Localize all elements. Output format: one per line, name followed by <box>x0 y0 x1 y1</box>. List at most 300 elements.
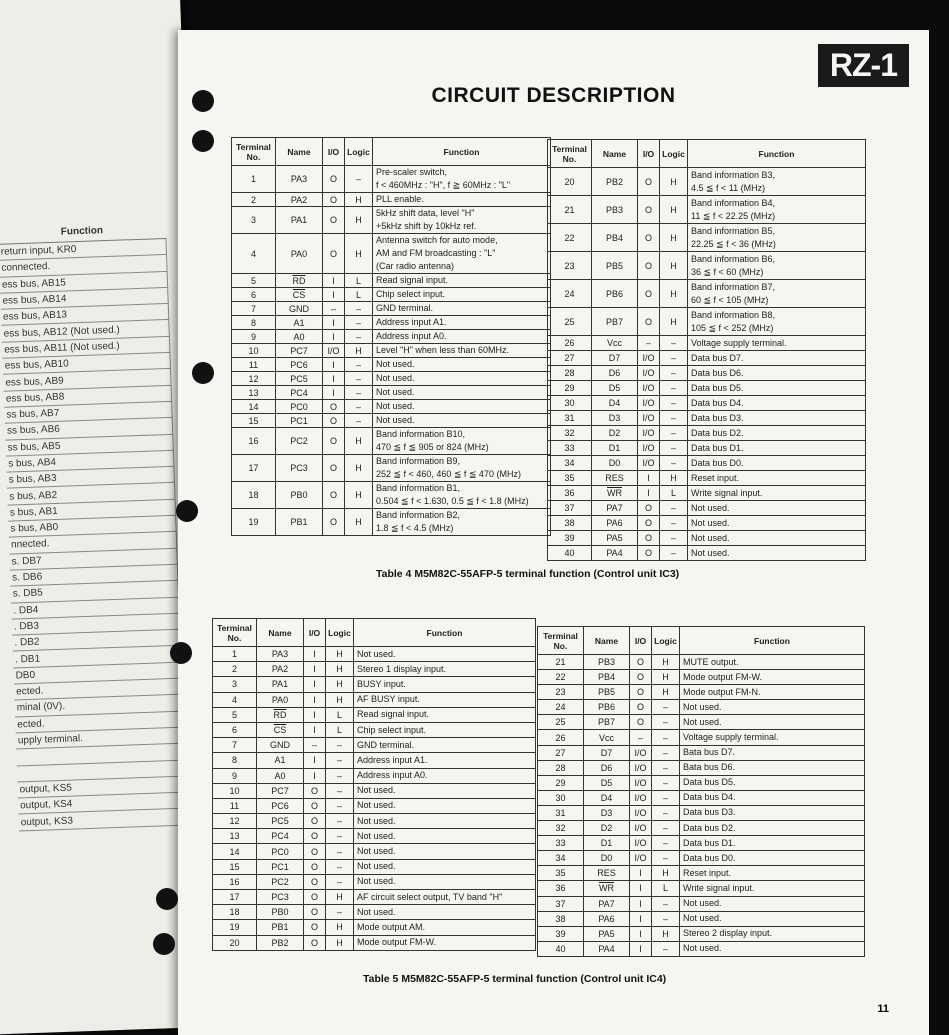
terminal-row <box>548 411 866 426</box>
logic-cell: H <box>660 308 688 336</box>
terminal-row <box>213 920 536 935</box>
pin-name-cell: PC7 <box>276 344 323 358</box>
pin-name-cell: D4 <box>584 790 630 805</box>
logic-cell: H <box>326 647 354 662</box>
terminal-no-cell: 9 <box>232 330 276 344</box>
io-cell: I <box>323 274 345 288</box>
io-cell: O <box>638 516 660 531</box>
function-line: Reset input. <box>691 472 740 483</box>
function-cell <box>354 920 536 935</box>
function-line: Read signal input. <box>357 709 430 720</box>
terminal-no-cell: 14 <box>232 400 276 414</box>
function-line: Band information B1, <box>376 483 461 493</box>
function-line: Data bus D4. <box>691 397 744 408</box>
function-line: Not used. <box>357 846 396 857</box>
left-function-cell: ected. <box>15 711 183 733</box>
function-line: Data bus D2. <box>691 427 744 438</box>
logic-cell: H <box>660 280 688 308</box>
io-header: I/O <box>323 138 345 166</box>
terminal-no-cell: 21 <box>538 655 584 670</box>
pin-name-cell: D5 <box>592 381 638 396</box>
binder-hole <box>176 500 198 522</box>
left-function-cell: ess bus, AB12 (Not used.) <box>1 320 169 342</box>
function-cell <box>373 344 551 358</box>
function-cell <box>354 753 536 768</box>
pin-name-cell: PB1 <box>257 920 304 935</box>
function-cell <box>373 166 551 193</box>
table4-right <box>547 139 866 561</box>
function-line: Not used. <box>691 532 730 543</box>
logic-cell: – <box>660 441 688 456</box>
function-line: AF BUSY input. <box>357 694 420 705</box>
logic-cell: H <box>326 692 354 707</box>
function-line: Not used. <box>376 373 415 383</box>
logic-cell: – <box>660 366 688 381</box>
io-cell: I <box>304 647 326 662</box>
function-cell <box>688 252 866 280</box>
pin-name-cell: PC3 <box>257 890 304 905</box>
function-line: 1.8 ≦ f < 4.5 (MHz) <box>376 523 454 533</box>
function-line: (Car radio antenna) <box>376 261 455 271</box>
function-cell <box>373 358 551 372</box>
io-cell: O <box>630 715 652 730</box>
function-line: Mode output FM-W. <box>683 671 763 682</box>
function-cell <box>680 926 865 941</box>
io-cell: O <box>638 280 660 308</box>
logic-cell: H <box>345 455 373 482</box>
logic-cell: – <box>652 836 680 851</box>
io-cell: I/O <box>630 760 652 775</box>
io-cell: I <box>630 896 652 911</box>
pin-name-cell: PB1 <box>276 509 323 536</box>
io-header: I/O <box>638 140 660 168</box>
function-cell <box>680 896 865 911</box>
pin-name-cell: PC2 <box>257 874 304 889</box>
terminal-row <box>538 926 865 941</box>
logic-cell: – <box>652 760 680 775</box>
function-line: Not used. <box>683 898 722 909</box>
left-function-cell: s. DB6 <box>10 564 178 586</box>
terminal-no-cell: 37 <box>548 501 592 516</box>
function-line: Data bus D2. <box>683 822 736 833</box>
logic-cell: H <box>326 677 354 692</box>
pin-name-cell: A1 <box>257 753 304 768</box>
pin-name-cell: D0 <box>592 456 638 471</box>
function-line: 60 ≦ f < 105 (MHz) <box>691 294 769 305</box>
function-header: Function <box>354 619 536 647</box>
pin-name-cell: D1 <box>584 836 630 851</box>
terminal-no-cell: 15 <box>213 859 257 874</box>
left-function-cell: s bus, AB3 <box>7 466 175 488</box>
logic-cell: – <box>326 844 354 859</box>
function-line: Write signal input. <box>683 882 755 893</box>
function-cell <box>354 662 536 677</box>
io-cell: – <box>323 302 345 316</box>
function-cell <box>688 441 866 456</box>
function-cell <box>354 890 536 905</box>
terminal-row <box>538 851 865 866</box>
io-cell: I/O <box>638 411 660 426</box>
terminal-row <box>538 881 865 896</box>
pin-name-cell: PC4 <box>257 829 304 844</box>
logic-cell: – <box>345 414 373 428</box>
function-line: Data bus D1. <box>691 442 744 453</box>
terminal-row <box>538 760 865 775</box>
function-cell <box>373 414 551 428</box>
terminal-no-cell: 38 <box>548 516 592 531</box>
function-cell <box>354 707 536 722</box>
terminal-row <box>538 836 865 851</box>
logic-cell: – <box>660 336 688 351</box>
terminal-no-header-line: No. <box>227 632 242 643</box>
pin-name-cell: PC0 <box>276 400 323 414</box>
left-function-cell: s bus, AB2 <box>7 483 175 505</box>
io-cell: I/O <box>630 745 652 760</box>
terminal-row <box>213 874 536 889</box>
terminal-row <box>548 168 866 196</box>
terminal-row <box>548 471 866 486</box>
logic-cell: – <box>660 351 688 366</box>
function-line: Band information B10, <box>376 429 466 439</box>
left-function-cell: minal (0V). <box>14 694 182 716</box>
io-cell: O <box>630 685 652 700</box>
function-cell <box>373 372 551 386</box>
pin-name-cell: $\overline{WR}$ <box>592 486 638 501</box>
logic-cell: – <box>652 775 680 790</box>
terminal-row <box>213 738 536 753</box>
io-cell: I <box>630 941 652 956</box>
function-line: AF circuit select output, TV band "H" <box>357 891 503 902</box>
pin-name-cell: PB6 <box>592 280 638 308</box>
function-line: Bata bus D6. <box>683 762 736 773</box>
logic-cell: L <box>345 288 373 302</box>
logic-cell: – <box>345 302 373 316</box>
pin-name-cell: PB0 <box>257 905 304 920</box>
pin-name-cell: $\overline{CS}$ <box>276 288 323 302</box>
terminal-no-cell: 15 <box>232 414 276 428</box>
function-cell <box>354 814 536 829</box>
pin-name-cell: PA7 <box>584 896 630 911</box>
pin-name-cell: PC3 <box>276 455 323 482</box>
io-cell: I/O <box>630 775 652 790</box>
terminal-no-cell: 38 <box>538 911 584 926</box>
table-header-row <box>232 138 551 166</box>
io-cell: I <box>630 926 652 941</box>
io-cell: O <box>323 207 345 234</box>
pin-name-cell: PA2 <box>257 662 304 677</box>
terminal-row <box>232 428 551 455</box>
terminal-no-cell: 30 <box>538 790 584 805</box>
logic-cell: L <box>345 274 373 288</box>
function-cell <box>373 207 551 234</box>
terminal-row <box>232 166 551 193</box>
terminal-row <box>232 302 551 316</box>
io-cell: I <box>630 866 652 881</box>
pin-name-cell: D3 <box>584 805 630 820</box>
function-line: Voltage supply terminal. <box>683 732 779 743</box>
terminal-no-header-line: Terminal <box>236 141 271 152</box>
left-function-cell: ess bus, AB10 <box>3 352 171 374</box>
terminal-row <box>548 516 866 531</box>
terminal-no-header-line: No. <box>562 153 577 164</box>
logic-cell: – <box>660 501 688 516</box>
terminal-row <box>538 866 865 881</box>
logic-cell: – <box>345 330 373 344</box>
function-cell <box>373 302 551 316</box>
io-cell: O <box>638 501 660 516</box>
terminal-row <box>548 381 866 396</box>
function-line: Pre-scaler switch, <box>376 167 448 177</box>
logic-cell: H <box>652 866 680 881</box>
io-cell: – <box>304 738 326 753</box>
function-line: Stereo 1 display input. <box>357 663 447 674</box>
io-cell: O <box>630 655 652 670</box>
terminal-no-cell: 32 <box>538 821 584 836</box>
terminal-no-cell: 33 <box>548 441 592 456</box>
pin-name-cell: RES <box>592 471 638 486</box>
io-cell: I <box>638 486 660 501</box>
io-cell: O <box>304 814 326 829</box>
table5-left <box>212 618 536 951</box>
pin-name-cell: PB7 <box>592 308 638 336</box>
terminal-row <box>232 274 551 288</box>
pin-name-cell: PA1 <box>276 207 323 234</box>
terminal-no-cell: 23 <box>548 252 592 280</box>
terminal-no-cell: 8 <box>213 753 257 768</box>
function-header: Function <box>373 138 551 166</box>
pin-name-cell: RES <box>584 866 630 881</box>
io-cell: I <box>304 662 326 677</box>
logic-cell: – <box>326 874 354 889</box>
function-cell <box>680 715 865 730</box>
pin-name-cell: PC4 <box>276 386 323 400</box>
left-function-cell: s bus, AB4 <box>6 450 174 472</box>
io-cell: O <box>304 935 326 950</box>
terminal-no-cell: 1 <box>213 647 257 662</box>
function-line: Band information B5, <box>691 225 776 236</box>
terminal-row <box>232 414 551 428</box>
function-line: GND terminal. <box>357 739 415 750</box>
logic-cell: H <box>652 655 680 670</box>
function-line: 470 ≦ f ≦ 905 or 824 (MHz) <box>376 442 489 452</box>
terminal-no-cell: 32 <box>548 426 592 441</box>
terminal-no-cell: 14 <box>213 844 257 859</box>
pin-name-cell: PB3 <box>592 196 638 224</box>
function-line: Read signal input. <box>376 275 449 285</box>
function-line: Not used. <box>357 876 396 887</box>
pin-name-cell: $\overline{RD}$ <box>257 707 304 722</box>
terminal-no-cell: 34 <box>548 456 592 471</box>
function-line: Band information B8, <box>691 309 776 320</box>
function-cell <box>680 655 865 670</box>
io-cell: I <box>304 677 326 692</box>
io-cell: O <box>323 482 345 509</box>
pin-name-cell: PA6 <box>584 911 630 926</box>
logic-cell: – <box>326 798 354 813</box>
function-header: Function <box>680 627 865 655</box>
function-line: GND terminal. <box>376 303 434 313</box>
terminal-row <box>213 905 536 920</box>
function-cell <box>373 482 551 509</box>
logic-cell: – <box>660 456 688 471</box>
function-line: Antenna switch for auto mode, <box>376 235 498 245</box>
left-function-cell: . DB2 <box>12 629 180 651</box>
terminal-row <box>548 366 866 381</box>
io-cell: I <box>304 692 326 707</box>
name-header: Name <box>592 140 638 168</box>
function-cell <box>688 366 866 381</box>
pin-name-cell: Vcc <box>592 336 638 351</box>
left-function-cell: output, KS5 <box>17 776 185 798</box>
logic-cell: – <box>660 426 688 441</box>
terminal-no-cell: 4 <box>213 692 257 707</box>
logic-cell: – <box>652 745 680 760</box>
function-cell <box>373 386 551 400</box>
io-cell: O <box>323 400 345 414</box>
pin-name-cell: PB5 <box>592 252 638 280</box>
function-header: Function <box>688 140 866 168</box>
logic-cell: – <box>660 381 688 396</box>
table-header-row <box>213 619 536 647</box>
terminal-row <box>538 805 865 820</box>
function-line: Not used. <box>376 359 415 369</box>
terminal-no-cell: 27 <box>538 745 584 760</box>
pin-name-cell: D3 <box>592 411 638 426</box>
io-cell: O <box>304 874 326 889</box>
io-cell: O <box>304 798 326 813</box>
terminal-no-cell: 12 <box>213 814 257 829</box>
io-cell: O <box>304 859 326 874</box>
function-line: Mode output FM-N. <box>683 686 761 697</box>
function-cell <box>680 700 865 715</box>
function-line: Address input A1. <box>357 754 428 765</box>
function-line: Not used. <box>691 547 730 558</box>
function-line: Data bus D4. <box>683 792 736 803</box>
terminal-row <box>213 707 536 722</box>
function-cell <box>373 288 551 302</box>
terminal-row <box>538 655 865 670</box>
terminal-row <box>548 252 866 280</box>
terminal-row <box>548 426 866 441</box>
io-cell: I/O <box>630 821 652 836</box>
terminal-no-cell: 4 <box>232 234 276 274</box>
function-line: Data bus D3. <box>691 412 744 423</box>
function-line: Band information B7, <box>691 281 776 292</box>
left-function-cell: s bus, AB1 <box>8 499 176 521</box>
function-cell <box>688 471 866 486</box>
logic-cell: – <box>326 859 354 874</box>
logic-cell: H <box>660 168 688 196</box>
pin-name-cell: PB2 <box>592 168 638 196</box>
function-line: Chip select input. <box>357 724 427 735</box>
left-function-cell: ess bus, AB15 <box>0 271 168 293</box>
terminal-no-cell: 19 <box>213 920 257 935</box>
terminal-no-cell: 16 <box>232 428 276 455</box>
terminal-row <box>232 386 551 400</box>
function-cell <box>354 935 536 950</box>
pin-name-cell: D2 <box>584 821 630 836</box>
function-line: Write signal input. <box>691 487 763 498</box>
left-function-cell: . DB1 <box>13 646 181 668</box>
function-line: Bata bus D7. <box>683 747 736 758</box>
terminal-no-cell: 29 <box>548 381 592 396</box>
left-function-cell: ess bus, AB13 <box>1 304 169 326</box>
function-cell <box>373 428 551 455</box>
function-line: Not used. <box>357 906 396 917</box>
io-cell: I <box>630 911 652 926</box>
terminal-no-cell: 8 <box>232 316 276 330</box>
function-cell <box>354 829 536 844</box>
function-cell <box>373 509 551 536</box>
logic-cell: H <box>660 196 688 224</box>
function-cell <box>373 193 551 207</box>
terminal-no-cell: 10 <box>213 783 257 798</box>
function-cell <box>354 844 536 859</box>
io-cell: I/O <box>638 351 660 366</box>
terminal-row <box>548 501 866 516</box>
pin-name-cell: PC5 <box>276 372 323 386</box>
logic-cell: H <box>326 890 354 905</box>
page-number: 11 <box>877 1003 889 1015</box>
function-line: Not used. <box>683 701 722 712</box>
io-cell: O <box>630 700 652 715</box>
terminal-no-cell: 28 <box>548 366 592 381</box>
terminal-row <box>538 670 865 685</box>
pin-name-cell: PB7 <box>584 715 630 730</box>
left-function-cell: ected. <box>14 678 182 700</box>
terminal-row <box>213 722 536 737</box>
left-table-header: Function <box>0 218 166 244</box>
binder-hole <box>156 888 178 910</box>
function-line: Level "H" when less than 60MHz. <box>376 345 509 355</box>
terminal-row <box>213 753 536 768</box>
terminal-no-cell: 16 <box>213 874 257 889</box>
function-line: Voltage supply terminal. <box>691 337 787 348</box>
function-line: f < 460MHz : "H", f ≧ 60MHz : "L" <box>376 180 511 190</box>
function-cell <box>688 280 866 308</box>
left-function-cell: ess bus, AB11 (Not used.) <box>2 336 170 358</box>
terminal-row <box>232 482 551 509</box>
left-function-cell: ess bus, AB8 <box>4 385 172 407</box>
function-line: Chip select input. <box>376 289 446 299</box>
logic-cell: – <box>652 805 680 820</box>
function-line: Data bus D5. <box>691 382 744 393</box>
terminal-row <box>213 935 536 950</box>
terminal-row <box>232 330 551 344</box>
function-line: Data bus D6. <box>691 367 744 378</box>
left-function-cell: s. DB7 <box>9 548 177 570</box>
binder-hole <box>170 642 192 664</box>
io-cell: I/O <box>630 790 652 805</box>
pin-name-cell: PB5 <box>584 685 630 700</box>
terminal-row <box>213 768 536 783</box>
function-line: Not used. <box>683 716 722 727</box>
function-line: Data bus D0. <box>683 852 736 863</box>
io-cell: O <box>323 193 345 207</box>
function-cell <box>688 546 866 561</box>
pin-name-cell: A0 <box>257 768 304 783</box>
terminal-no-header-line: No. <box>246 151 261 162</box>
function-line: Data bus D5. <box>683 777 736 788</box>
left-function-cell: ss bus, AB5 <box>5 434 173 456</box>
logic-cell: – <box>660 546 688 561</box>
pin-name-cell: PC6 <box>276 358 323 372</box>
terminal-no-cell: 22 <box>538 670 584 685</box>
terminal-no-header-line: No. <box>553 640 568 651</box>
pin-name-cell: PA3 <box>257 647 304 662</box>
logic-cell: H <box>652 670 680 685</box>
left-function-cell: output, KS3 <box>18 809 186 831</box>
